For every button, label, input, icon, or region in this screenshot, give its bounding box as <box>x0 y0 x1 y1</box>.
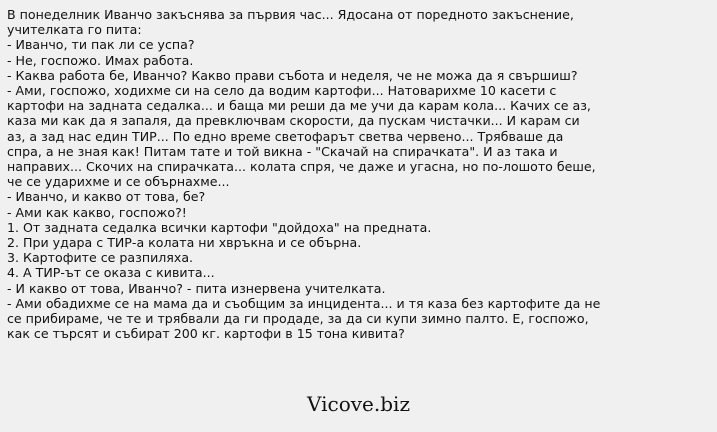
joke-line: 4. А ТИР-ът се оказа с кивита... <box>7 265 215 281</box>
joke-line: В понеделник Иванчо закъснява за първия час... Ядосана от поредното закъснение, <box>7 7 574 22</box>
joke-line: 2. При удара с ТИР-а колата ни хвръкна и се обърна. <box>7 235 362 251</box>
joke-line: 1. От задната седалка всички картофи "дойдоха" на предната. <box>7 219 432 235</box>
joke-line: - Каква работа бе, Иванчо? Какво прави събота и неделя, че не можа да я свършиш? <box>7 67 578 83</box>
joke-line: че се ударихме и се обърнахме... <box>7 174 230 190</box>
joke-line: - Ами, госпожо, ходихме си на село да водим картофи... Натоварихме 10 касети с <box>7 83 557 99</box>
joke-line: аз, а зад нас един ТИР... По едно време светофарът светва червено... Трябваше да <box>7 128 564 144</box>
joke-line: как се търсят и събират 200 кг. картофи в 15 тона кивита? <box>7 326 405 342</box>
joke-line: 3. Картофите се разпиляха. <box>7 250 194 266</box>
joke-line: учителката го пита: <box>7 22 142 38</box>
joke-line: - И какво от това, Иванчо? - пита изнервена учителката. <box>7 280 386 296</box>
joke-line: - Ами как какво, госпожо?! <box>7 204 187 220</box>
joke-line: се прибираме, че те и трябвали да ги продаде, за да си купи зимно палто. Е, госпожо, <box>7 311 589 327</box>
joke-line: спра, а не зная как! Питам тате и той викна - "Скачай на спирачката". И аз така и <box>7 143 558 159</box>
joke-line: - Иванчо, и какво от това, бе? <box>7 189 206 205</box>
joke-line: каза ми как да я запаля, да превключвам скорости, да пускам чистачки... И карам си <box>7 113 580 129</box>
joke-line: - Ами обадихме се на мама да и съобщим за инцидента... и тя каза без картофите да не <box>7 295 601 311</box>
joke-line: - Не, госпожо. Имах работа. <box>7 52 194 68</box>
joke-line: направих... Скочих на спирачката... колата спря, че даже и угасна, но по-лошото беше, <box>7 159 596 175</box>
site-watermark: Vicove.biz <box>307 392 410 416</box>
joke-line: - Иванчо, ти пак ли се успа? <box>7 37 195 53</box>
joke-text <box>7 7 707 341</box>
joke-line: картофи на задната седалка... и баща ми реши да ме учи да карам кола... Качих се аз, <box>7 98 591 114</box>
